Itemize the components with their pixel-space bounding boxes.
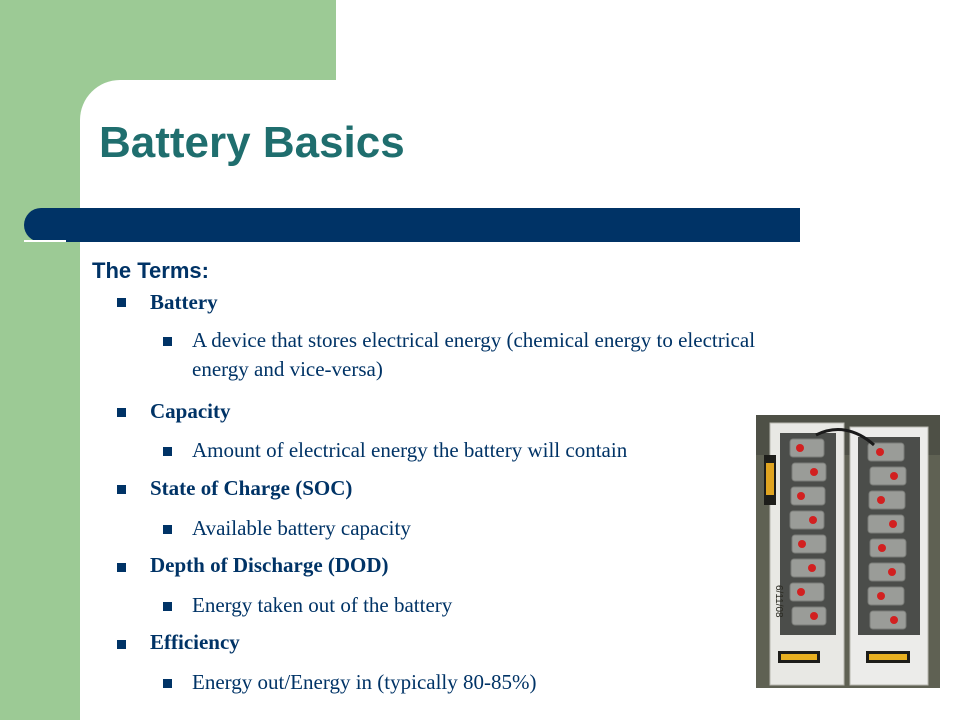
- green-top-band: [0, 0, 336, 80]
- photo-date-stamp: 6/11/08: [773, 585, 784, 618]
- term-definition: Amount of electrical energy the battery will contain: [192, 438, 628, 462]
- title-divider-bar: [24, 208, 800, 242]
- term-definition: A device that stores electrical energy (chemical energy to electrical energy and vice-versa): [192, 328, 756, 381]
- bullet-icon: [163, 679, 172, 688]
- green-side-band: [0, 0, 80, 720]
- bullet-icon: [117, 408, 126, 417]
- bullet-icon: [117, 485, 126, 494]
- term-label: Battery: [150, 290, 218, 314]
- bullet-icon: [117, 640, 126, 649]
- bullet-icon: [163, 525, 172, 534]
- title-divider-notch: [24, 240, 66, 242]
- term-label: Depth of Discharge (DOD): [150, 553, 389, 577]
- bullet-icon: [163, 337, 172, 346]
- battery-pack-photo: [756, 415, 940, 688]
- term-label: State of Charge (SOC): [150, 476, 353, 500]
- bullet-icon: [117, 298, 126, 307]
- term-label: Efficiency: [150, 630, 240, 654]
- term-definition: Energy out/Energy in (typically 80-85%): [192, 670, 537, 694]
- bullet-icon: [163, 447, 172, 456]
- slide-title: Battery Basics: [99, 118, 405, 167]
- bullet-icon: [117, 563, 126, 572]
- bullet-icon: [163, 602, 172, 611]
- term-label: Capacity: [150, 399, 231, 423]
- term-definition: Available battery capacity: [192, 516, 411, 540]
- term-definition: Energy taken out of the battery: [192, 593, 453, 617]
- section-heading: The Terms:: [92, 258, 209, 283]
